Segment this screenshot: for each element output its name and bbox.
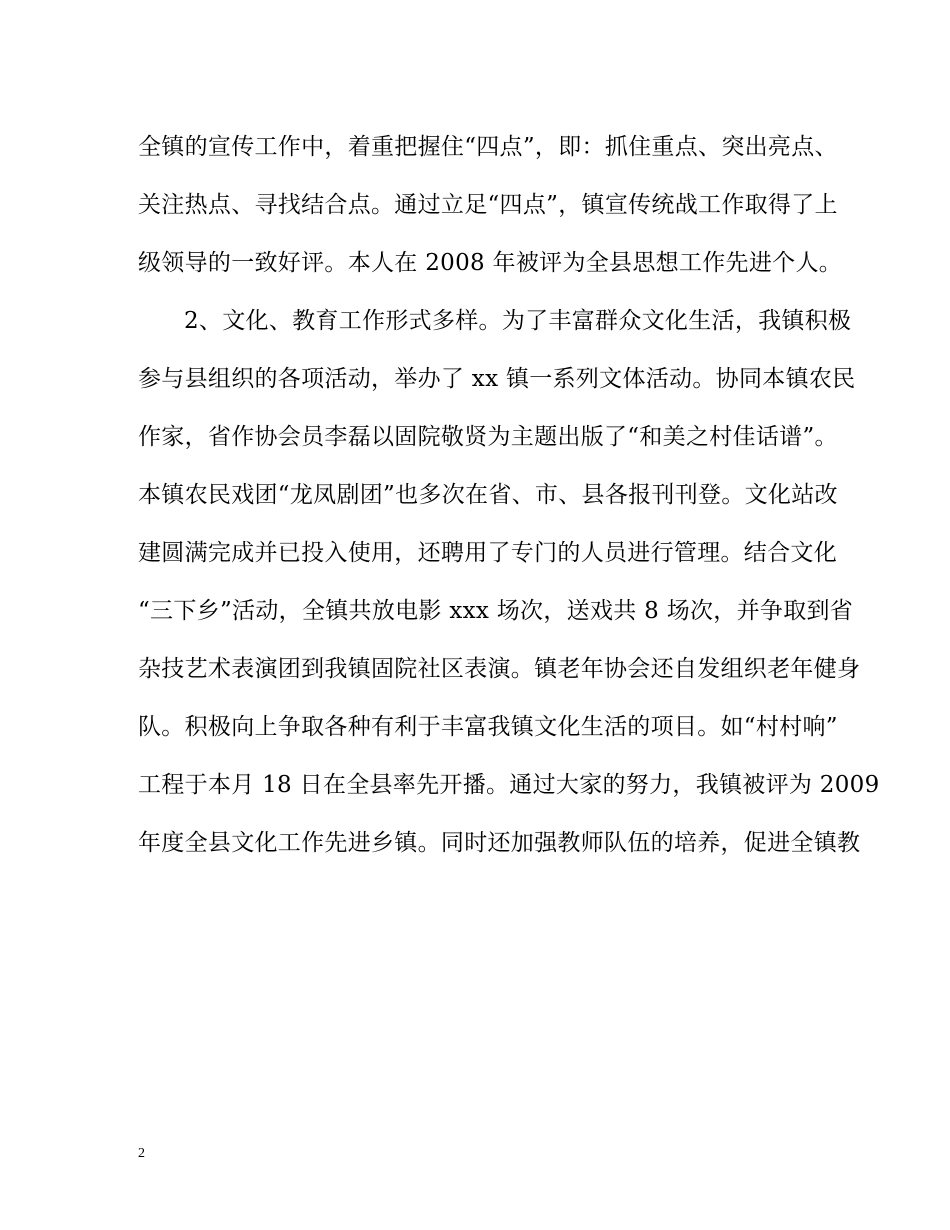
text-line: 全镇的宣传工作中，着重把握住“四点”，即：抓住重点、突出亮点、 bbox=[138, 134, 838, 160]
body-text bbox=[138, 118, 880, 872]
paragraph-start-line: 2、文化、教育工作形式多样。为了丰富群众文化生活，我镇积极 bbox=[184, 308, 852, 334]
text-line: “三下乡”活动，全镇共放电影 xxx 场次，送戏共 8 场次，并争取到省 bbox=[138, 598, 854, 624]
text-line: 工程于本月 18 日在全县率先开播。通过大家的努力，我镇被评为 2009 bbox=[138, 772, 880, 798]
text-line: 关注热点、寻找结合点。通过立足“四点”，镇宣传统战工作取得了上 bbox=[138, 192, 838, 218]
page-number: 2 bbox=[138, 1146, 145, 1161]
text-line: 本镇农民戏团“龙凤剧团”也多次在省、市、县各报刊刊登。文化站改 bbox=[138, 482, 838, 508]
text-line: 建圆满完成并已投入使用，还聘用了专门的人员进行管理。结合文化 bbox=[138, 540, 837, 566]
text-line: 队。积极向上争取各种有利于丰富我镇文化生活的项目。如“村村响” bbox=[138, 714, 838, 740]
text-line: 参与县组织的各项活动，举办了 xx 镇一系列文体活动。协同本镇农民 bbox=[138, 366, 856, 392]
text-line: 年度全县文化工作先进乡镇。同时还加强教师队伍的培养，促进全镇教 bbox=[138, 830, 861, 856]
text-line: 作家，省作协会员李磊以固院敬贤为主题出版了“和美之村佳话谱”。 bbox=[138, 424, 838, 450]
text-line: 级领导的一致好评。本人在 2008 年被评为全县思想工作先进个人。 bbox=[138, 250, 843, 276]
text-line: 杂技艺术表演团到我镇固院社区表演。镇老年协会还自发组织老年健身 bbox=[138, 656, 861, 682]
